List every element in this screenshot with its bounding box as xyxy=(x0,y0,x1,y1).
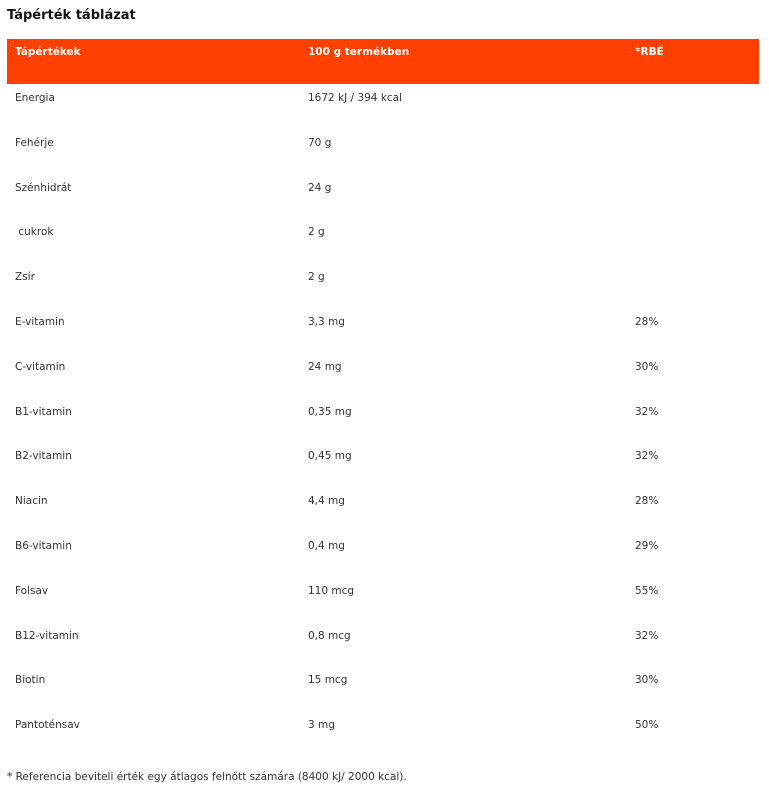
nutrient-rbe: 30% xyxy=(635,674,659,687)
header-per-100g: 100 g termékben xyxy=(308,46,410,58)
nutrient-rbe: 29% xyxy=(635,539,659,552)
nutrient-amount: 0,4 mg xyxy=(308,539,345,552)
header-rbe: *RBÉ xyxy=(635,46,664,58)
table-row xyxy=(7,577,759,622)
table-row xyxy=(7,622,759,667)
nutrient-amount: 2 g xyxy=(308,226,325,239)
table-row xyxy=(7,711,759,756)
table-row xyxy=(7,174,759,219)
nutrient-amount: 0,45 mg xyxy=(308,450,352,463)
nutrient-name: E-vitamin xyxy=(15,315,65,328)
nutrient-rbe: 50% xyxy=(635,719,659,732)
nutrient-name: Pantoténsav xyxy=(15,719,80,732)
nutrient-name: Szénhidrát xyxy=(15,181,72,194)
header-nutrients: Tápértékek xyxy=(15,46,81,58)
nutrient-name: Fehérje xyxy=(15,136,54,149)
nutrient-amount: 110 mcg xyxy=(308,584,355,597)
footnote: * Referencia beviteli érték egy átlagos felnőtt számára (8400 kJ/ 2000 kcal). xyxy=(7,771,407,783)
page-title: Tápérték táblázat xyxy=(7,8,136,23)
nutrient-name: B12-vitamin xyxy=(15,629,79,642)
nutrient-rbe: 32% xyxy=(635,629,659,642)
nutrient-rbe: 28% xyxy=(635,315,659,328)
nutrient-name: B1-vitamin xyxy=(15,405,72,418)
table-row xyxy=(7,487,759,532)
nutrient-rbe: 32% xyxy=(635,450,659,463)
nutrient-rbe: 32% xyxy=(635,405,659,418)
nutrient-amount: 0,35 mg xyxy=(308,405,352,418)
nutrient-amount: 24 g xyxy=(308,181,332,194)
nutrient-amount: 3,3 mg xyxy=(308,315,345,328)
nutrient-rbe: 30% xyxy=(635,360,659,373)
nutrient-name: Energia xyxy=(15,92,55,104)
nutrient-name: B2-vitamin xyxy=(15,450,72,463)
table-row xyxy=(7,442,759,487)
nutrient-amount: 15 mcg xyxy=(308,674,348,687)
table-row xyxy=(7,308,759,353)
table-row xyxy=(7,398,759,443)
table-row xyxy=(7,84,759,129)
nutrient-name: B6-vitamin xyxy=(15,539,72,552)
nutrient-amount: 1672 kJ / 394 kcal xyxy=(308,92,403,104)
nutrient-amount: 0,8 mcg xyxy=(308,629,351,642)
nutrient-amount: 24 mg xyxy=(308,360,342,373)
table-row xyxy=(7,532,759,577)
nutrient-name: cukrok xyxy=(15,226,54,239)
table-row xyxy=(7,666,759,711)
nutrition-table xyxy=(7,39,759,756)
table-row xyxy=(7,129,759,174)
table-row xyxy=(7,218,759,263)
table-row xyxy=(7,353,759,398)
nutrient-name: Zsír xyxy=(15,271,35,284)
nutrient-name: Niacin xyxy=(15,495,48,508)
nutrient-name: Folsav xyxy=(15,584,49,597)
nutrient-name: Biotin xyxy=(15,674,46,687)
nutrient-amount: 4,4 mg xyxy=(308,495,345,508)
nutrient-amount: 70 g xyxy=(308,136,332,149)
nutrient-name: C-vitamin xyxy=(15,360,66,373)
table-header-row xyxy=(7,39,759,84)
nutrient-rbe: 28% xyxy=(635,495,659,508)
nutrient-amount: 2 g xyxy=(308,271,325,284)
nutrient-amount: 3 mg xyxy=(308,719,335,732)
nutrient-rbe: 55% xyxy=(635,584,659,597)
table-row xyxy=(7,263,759,308)
